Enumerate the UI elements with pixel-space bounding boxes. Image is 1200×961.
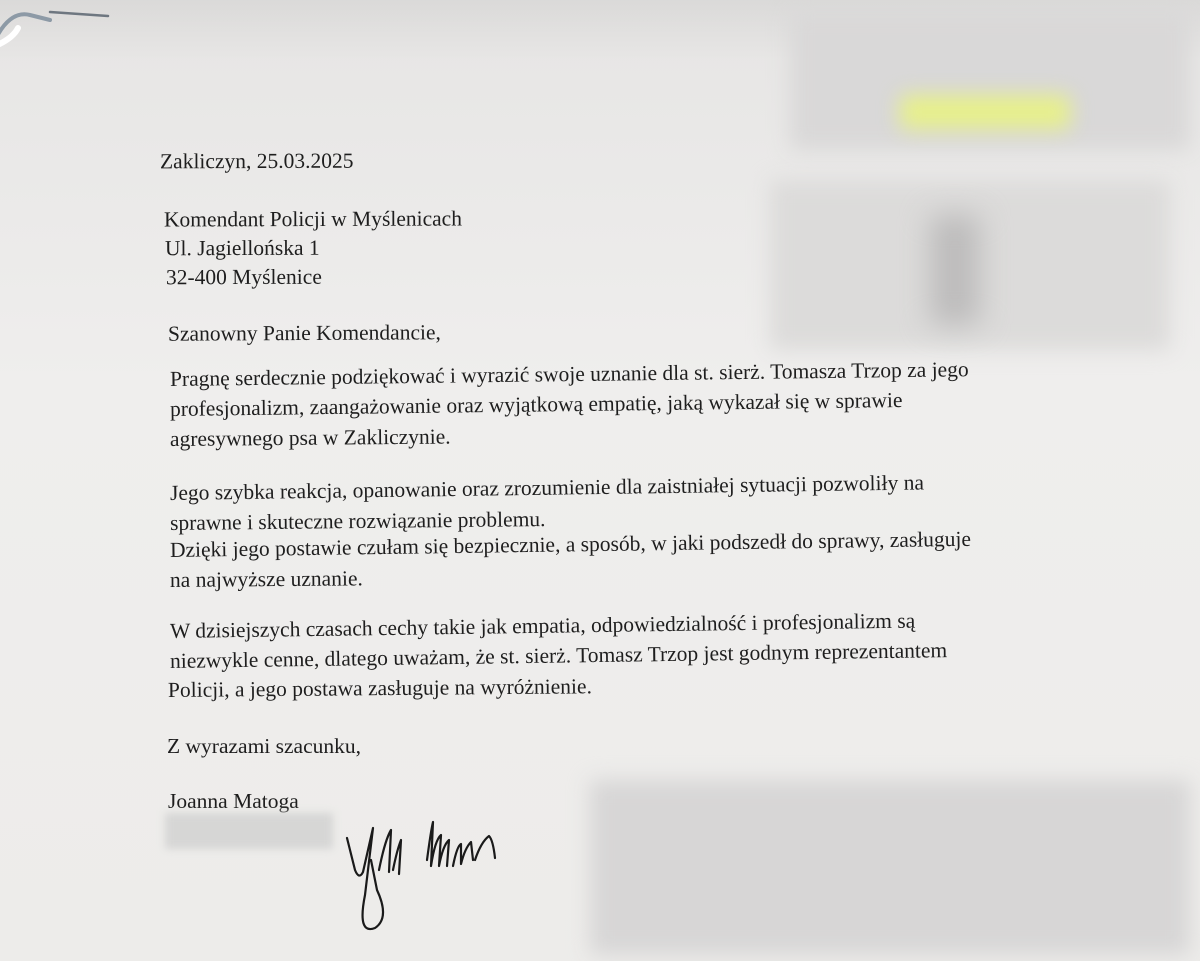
redacted-highlight: [900, 95, 1070, 129]
paragraph-1-line-2: profesjonalizm, zaangażowanie oraz wyjątkową empatię, jaką wykazał się w sprawie: [169, 388, 903, 421]
salutation: Szanowny Panie Komendancie,: [167, 320, 441, 346]
paragraph-3-line-3: Policji, a jego postawa zasługuje na wyróżnienie.: [167, 674, 592, 702]
paragraph-2-line-3: Dzięki jego postawie czułam się bezpiecznie, a sposób, w jaki podszedł do sprawy, zasługuje: [169, 526, 972, 562]
redacted-bottom: [590, 780, 1190, 955]
recipient-line-2: Ul. Jagiellońska 1: [164, 235, 320, 261]
paper-clip-icon: [0, 0, 110, 80]
redacted-header: [790, 10, 1190, 150]
closing: Z wyrazami szacunku,: [167, 734, 362, 758]
redacted-name-detail: [165, 813, 333, 849]
recipient-line-3: 32-400 Myślenice: [165, 264, 322, 290]
paragraph-2-line-4: na najwyższe uznanie.: [169, 566, 363, 592]
paragraph-3-line-2: niezwykle cenne, dlatego uważam, że st. sierż. Tomasz Trzop jest godnym reprezentantem: [169, 638, 948, 673]
handwritten-signature: [335, 800, 515, 940]
paragraph-1-line-3: agresywnego psa w Zakliczynie.: [169, 424, 451, 451]
signer-name: Joanna Matoga: [168, 789, 299, 813]
recipient-line-1: Komendant Policji w Myślenicach: [163, 206, 463, 232]
paragraph-2-line-2: sprawne i skuteczne rozwiązanie problemu.: [169, 507, 546, 535]
redacted-stamp-mark: [930, 215, 980, 325]
paragraph-2-line-1: Jego szybka reakcja, opanowanie oraz zrozumienie dla zaistniałej sytuacji pozwoliły na: [169, 470, 925, 505]
paragraph-3-line-1: W dzisiejszych czasach cechy takie jak empatia, odpowiedzialność i profesjonalizm są: [169, 608, 916, 643]
paragraph-1-line-1: Pragnę serdecznie podziękować i wyrazić swoje uznanie dla st. sierż. Tomasza Trzop za jego: [169, 357, 969, 391]
letter-date: Zakliczyn, 25.03.2025: [159, 148, 354, 174]
